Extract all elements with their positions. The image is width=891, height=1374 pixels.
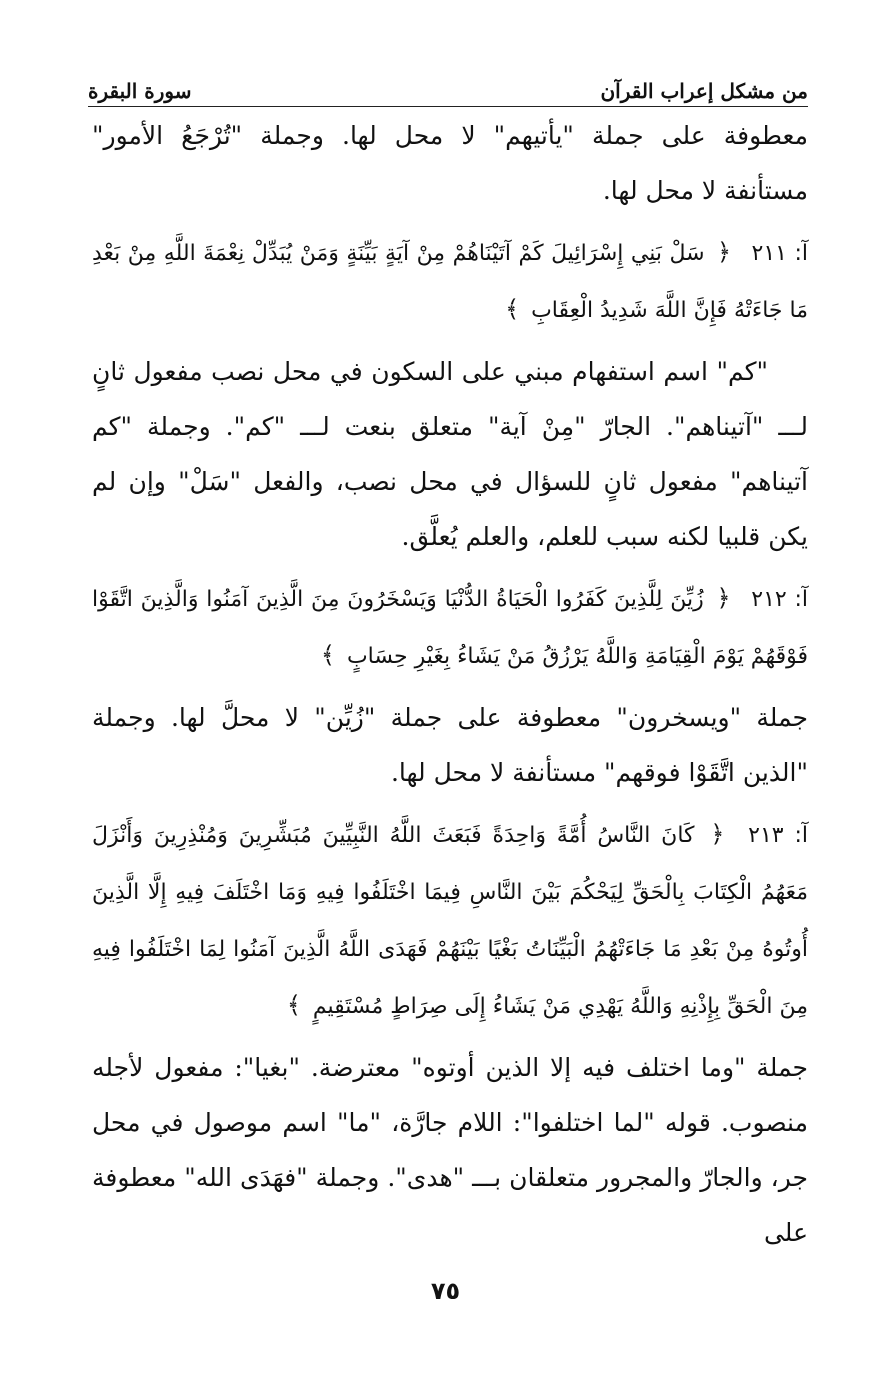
verse-ref-211: آ: ٢١١: [751, 241, 808, 266]
surah-name: سورة البقرة: [88, 79, 192, 103]
ornate-bracket-close-icon: ﴾: [320, 641, 335, 669]
verse-text-213: كَانَ النَّاسُ أُمَّةً وَاحِدَةً فَبَعَثَ اللَّهُ النَّبِيِّينَ مُبَشِّرِينَ وَمُنْذِرِينَ وَأَنْزَلَ مَعَهُمُ الْكِتَابَ بِالْحَقِّ لِيَحْكُمَ بَيْنَ النَّاسِ فِيمَا اخْتَلَفُوا فِيهِ وَمَا اخْتَلَفَ فِيهِ إِلَّا الَّذِينَ أُوتُوهُ مِنْ بَعْدِ مَا جَاءَتْهُمُ الْبَيِّنَاتُ بَغْيًا بَيْنَهُمْ فَهَدَى اللَّهُ الَّذِينَ آمَنُوا لِمَا اخْتَلَفُوا فِيهِ مِنَ الْحَقِّ بِإِذْنِهِ وَاللَّهُ يَهْدِي مَنْ يَشَاءُ إِلَى صِرَاطٍ مُسْتَقِيمٍ: [92, 823, 808, 1019]
verse-ref-212: آ: ٢١٢: [751, 587, 808, 612]
verse-ref-213: آ: ٢١٣: [748, 823, 808, 848]
ornate-bracket-open-icon: ﴿: [717, 238, 732, 266]
paragraph-3: جملة "ويسخرون" معطوفة على جملة "زُيِّن" لا محلَّ لها. وجملة "الذين اتَّقَوْا فوقهم" مستأنفة لا محل لها.: [92, 703, 808, 787]
paragraph-4: جملة "وما اختلف فيه إلا الذين أوتوه" معترضة. "بغيا": مفعول لأجله منصوب. قوله "لما اختلفوا": اللام جارَّة، "ما" اسم موصول في محل جر، والجارّ والمجرور متعلقان بـــ "هدى". وجملة "فهَدَى الله" معطوفة على: [92, 1053, 808, 1247]
page-body: [92, 108, 808, 1260]
ornate-bracket-close-icon: ﴾: [286, 991, 301, 1019]
verse-text-212: زُيِّنَ لِلَّذِينَ كَفَرُوا الْحَيَاةُ الدُّنْيَا وَيَسْخَرُونَ مِنَ الَّذِينَ آمَنُوا وَالَّذِينَ اتَّقَوْا فَوْقَهُمْ يَوْمَ الْقِيَامَةِ وَاللَّهُ يَرْزُقُ مَنْ يَشَاءُ بِغَيْرِ حِسَابٍ: [92, 587, 808, 669]
verse-212: [92, 570, 808, 684]
ornate-bracket-open-icon: ﴿: [716, 584, 731, 612]
book-title: من مشكل إعراب القرآن: [600, 79, 808, 103]
verse-text-211: سَلْ بَنِي إِسْرَائِيلَ كَمْ آتَيْنَاهُمْ مِنْ آيَةٍ بَيِّنَةٍ وَمَنْ يُبَدِّلْ نِعْمَةَ اللَّهِ مِنْ بَعْدِ مَا جَاءَتْهُ فَإِنَّ اللَّهَ شَدِيدُ الْعِقَابِ: [92, 241, 808, 323]
ornate-bracket-open-icon: ﴿: [710, 820, 725, 848]
verse-213: [92, 806, 808, 1034]
ornate-bracket-close-icon: ﴾: [505, 295, 520, 323]
paragraph-2: "كم" اسم استفهام مبني على السكون في محل نصب مفعول ثانٍ لـــ "آتيناهم". الجارّ "مِنْ آية" متعلق بنعت لـــ "كم". وجملة "كم آتيناهم" مفعول ثانٍ للسؤال في محل نصب، والفعل "سَلْ" وإن لم يكن قلبيا لكنه سبب للعلم، والعلم يُعلَّق.: [92, 357, 808, 551]
paragraph-1: معطوفة على جملة "يأتيهم" لا محل لها. وجملة "تُرْجَعُ الأمور" مستأنفة لا محل لها.: [92, 121, 808, 205]
page-number: ٧٥: [430, 1277, 461, 1305]
running-header: [88, 70, 808, 104]
verse-211: [92, 224, 808, 338]
header-divider: [88, 106, 808, 107]
